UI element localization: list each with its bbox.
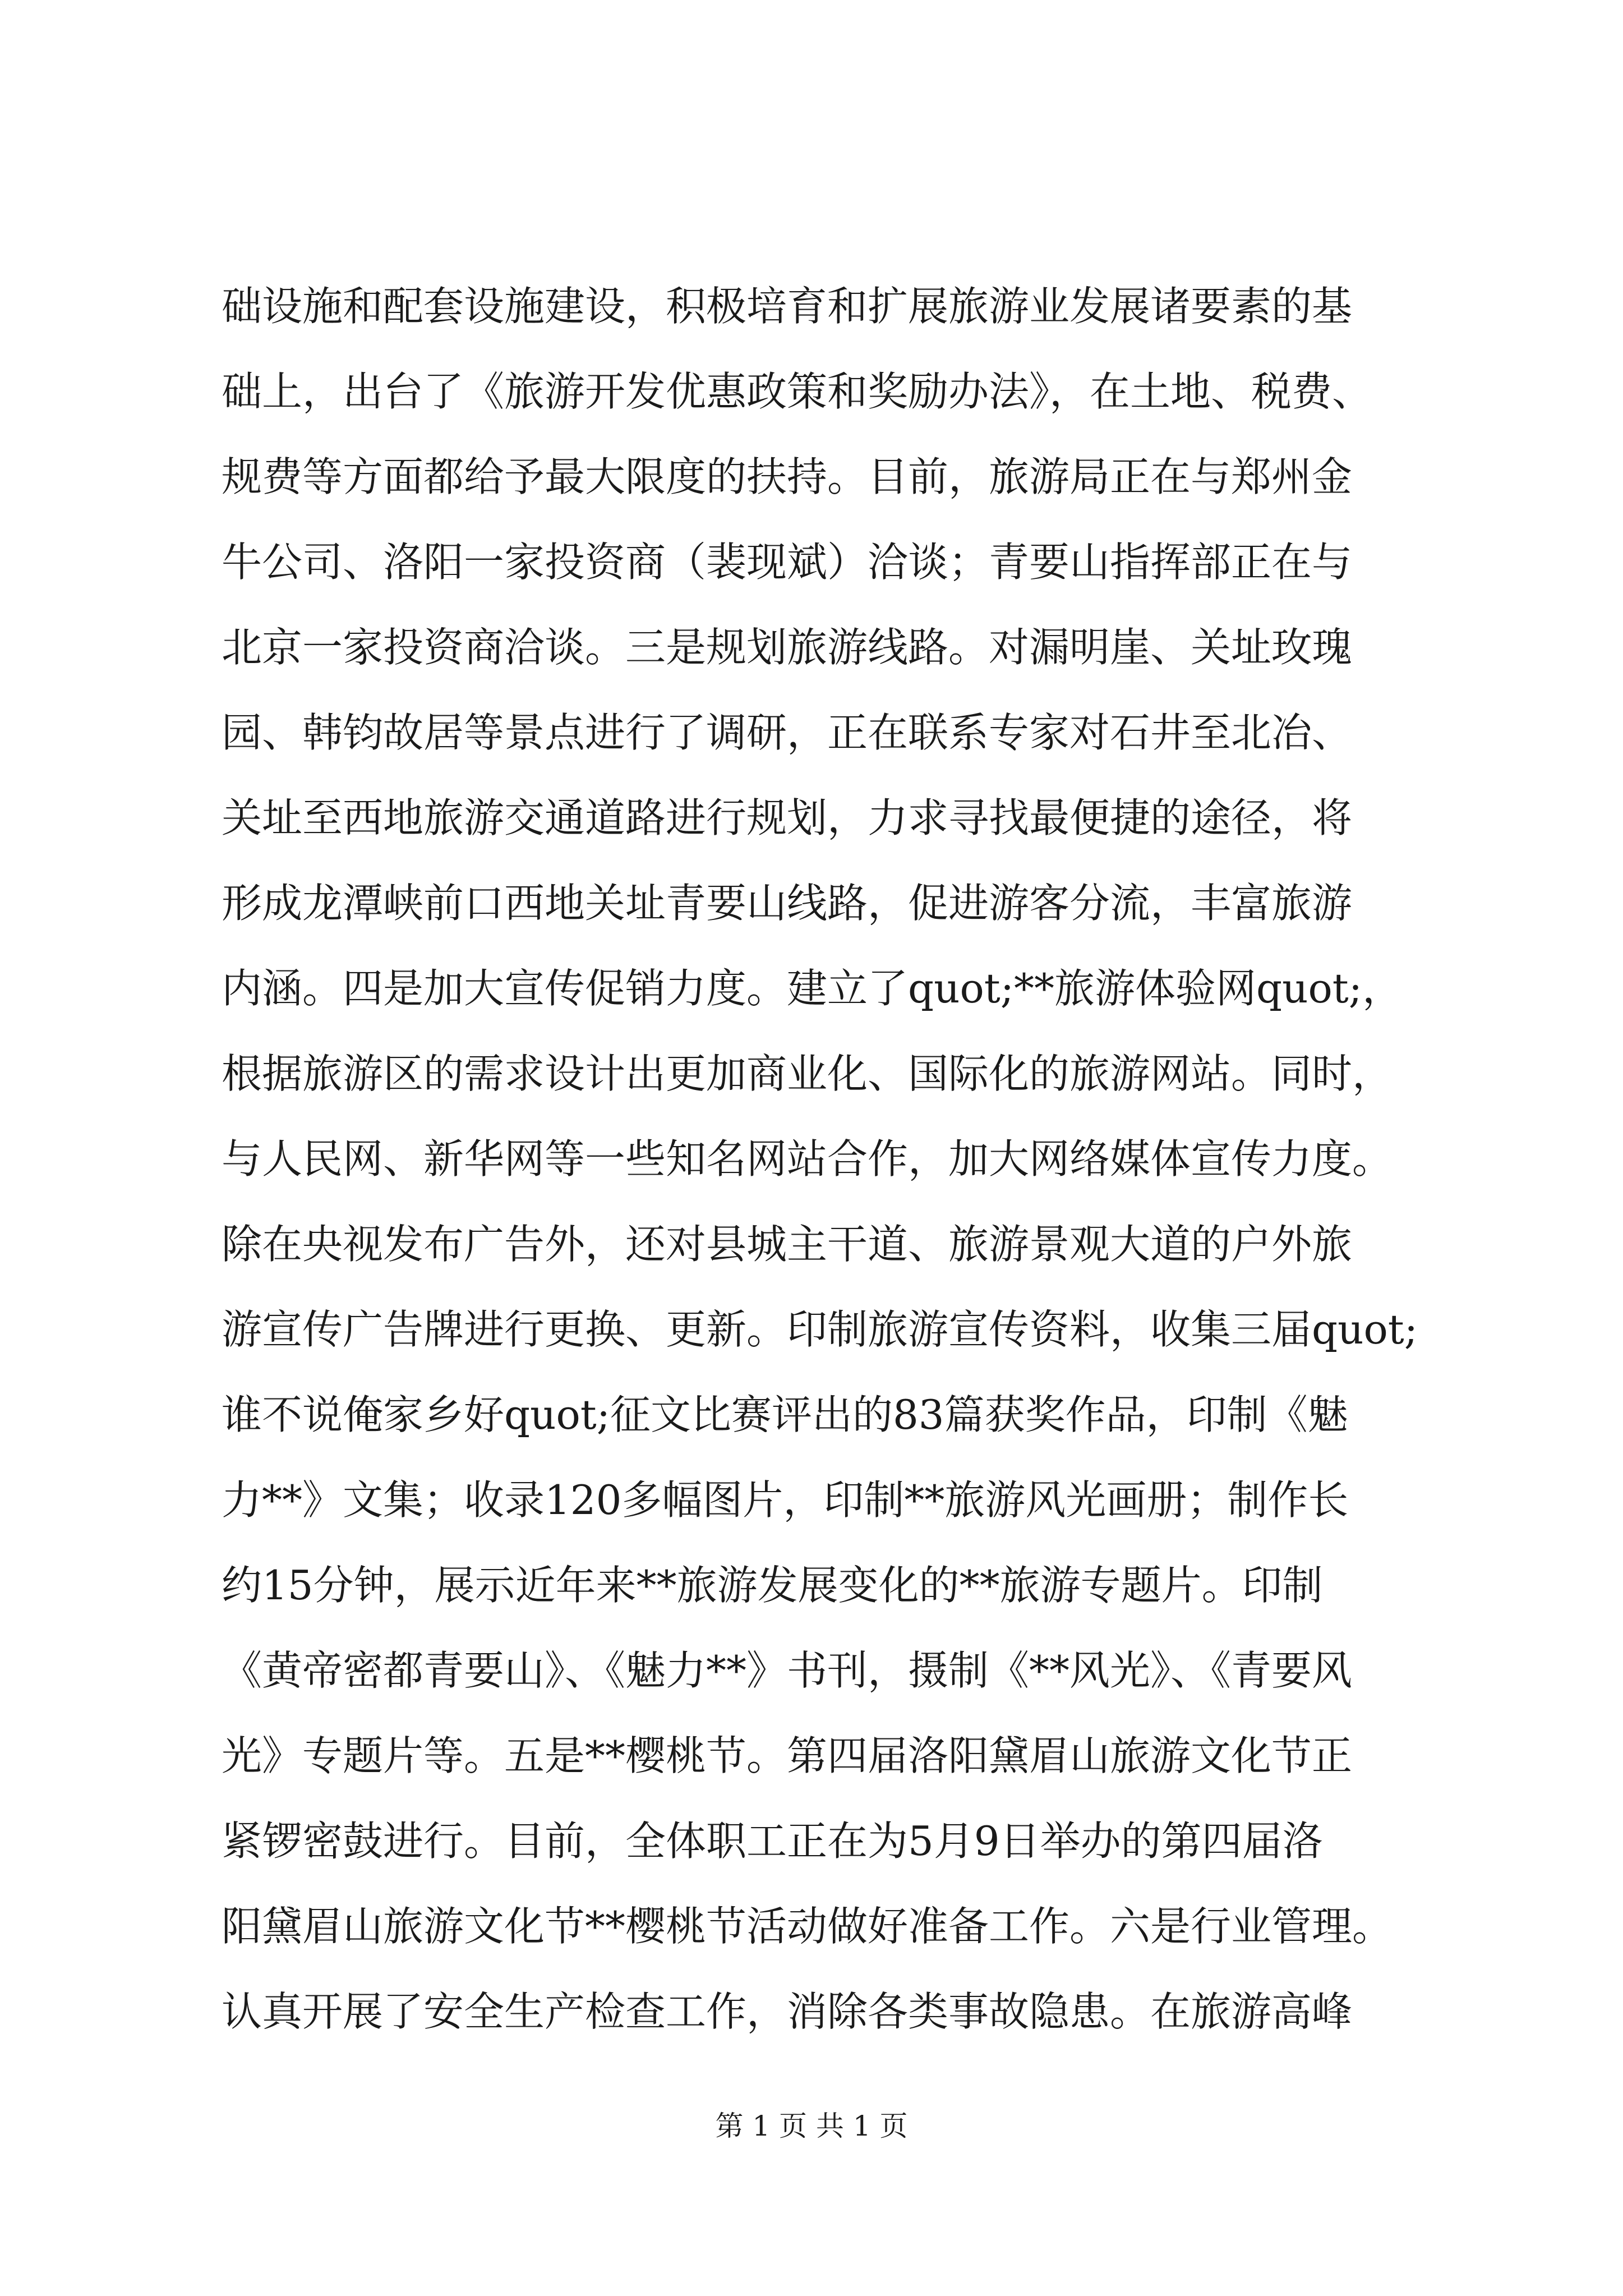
body-text xyxy=(222,264,1422,2054)
text-line: 内涵。四是加大宣传促销力度。建立了quot;**旅游体验网quot;， xyxy=(222,965,1403,1012)
text-line: 形成龙潭峡前口西地关址青要山线路，促进游客分流，丰富旅游 xyxy=(222,880,1353,927)
text-line: 与人民网、新华网等一些知名网站合作，加大网络媒体宣传力度。 xyxy=(222,1135,1393,1182)
text-line: 光》专题片等。五是**樱桃节。第四届洛阳黛眉山旅游文化节正 xyxy=(222,1732,1353,1779)
text-line: 认真开展了安全生产检查工作，消除各类事故隐患。在旅游高峰 xyxy=(222,1988,1353,2035)
text-line: 《黄帝密都青要山》、《魅力**》书刊，摄制《**风光》、《青要风 xyxy=(222,1647,1353,1694)
text-line: 园、韩钧故居等景点进行了调研，正在联系专家对石井至北冶、 xyxy=(222,709,1353,756)
text-line: 谁不说俺家乡好quot;征文比赛评出的83篇获奖作品，印制《魅 xyxy=(222,1391,1348,1438)
text-line: 根据旅游区的需求设计出更加商业化、国际化的旅游网站。同时， xyxy=(222,1050,1393,1097)
text-line: 游宣传广告牌进行更换、更新。印制旅游宣传资料，收集三届quot; xyxy=(222,1306,1418,1353)
text-line: 础上，出台了《旅游开发优惠政策和奖励办法》，在土地、税费、 xyxy=(222,368,1373,415)
text-line: 规费等方面都给予最大限度的扶持。目前，旅游局正在与郑州金 xyxy=(222,453,1353,500)
text-line: 力**》文集；收录120多幅图片，印制**旅游风光画册；制作长 xyxy=(222,1476,1349,1524)
text-line: 北京一家投资商洽谈。三是规划旅游线路。对漏明崖、关址玫瑰 xyxy=(222,624,1353,671)
text-line: 阳黛眉山旅游文化节**樱桃节活动做好准备工作。六是行业管理。 xyxy=(222,1903,1393,1950)
text-line: 约15分钟，展示近年来**旅游发展变化的**旅游专题片。印制 xyxy=(222,1562,1323,1609)
text-line: 除在央视发布广告外，还对县城主干道、旅游景观大道的户外旅 xyxy=(222,1221,1353,1268)
page-footer: 第 1 页 共 1 页 xyxy=(715,2110,908,2142)
text-line: 础设施和配套设施建设，积极培育和扩展旅游业发展诸要素的基 xyxy=(222,283,1353,330)
text-line: 关址至西地旅游交通道路进行规划，力求寻找最便捷的途径，将 xyxy=(222,794,1353,841)
text-line: 牛公司、洛阳一家投资商（裴现斌）洽谈；青要山指挥部正在与 xyxy=(222,539,1353,586)
text-line: 紧锣密鼓进行。目前，全体职工正在为5月9日举办的第四届洛 xyxy=(222,1818,1323,1865)
